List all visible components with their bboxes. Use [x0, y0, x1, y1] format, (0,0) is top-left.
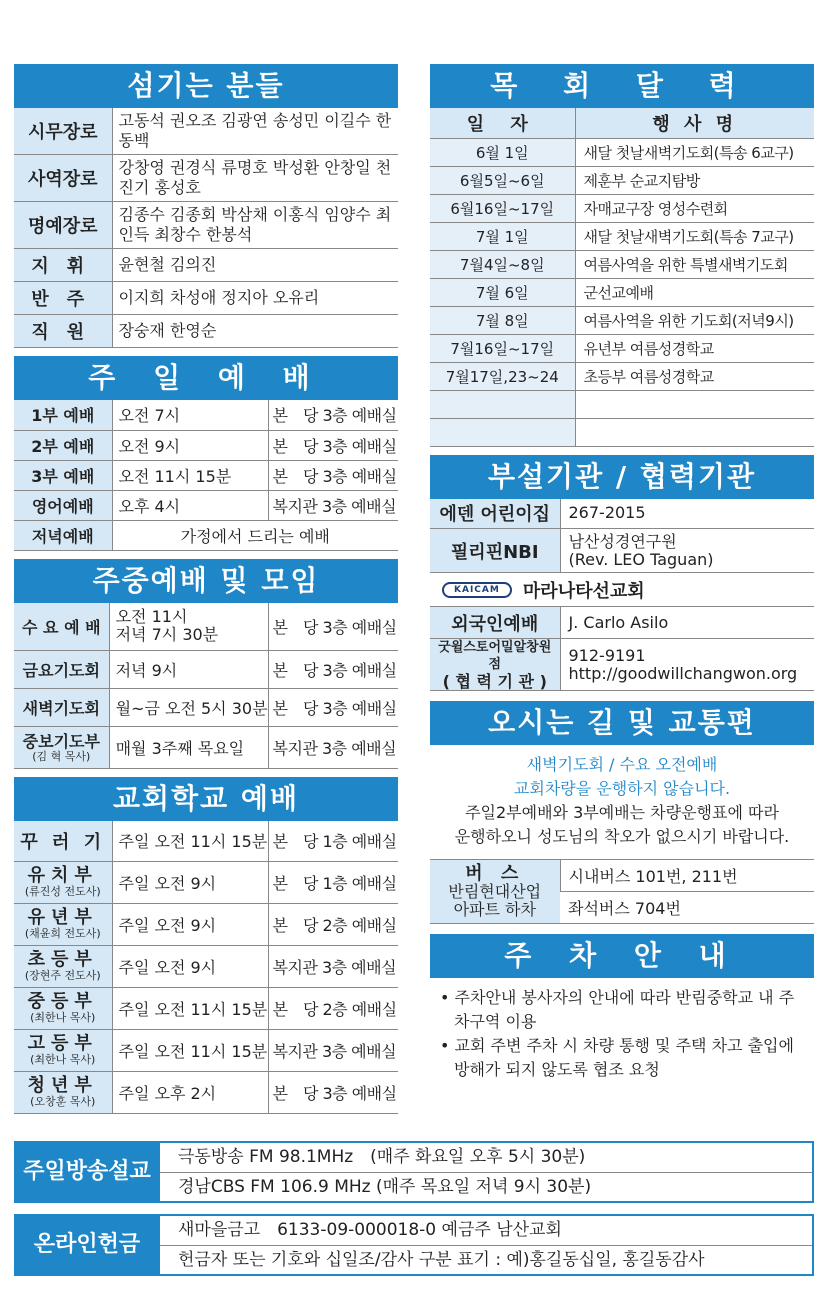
directions-note-line: 운행하오니 성도님의 착오가 없으시기 바랍니다.: [454, 827, 790, 846]
service-label-main: 유치부: [27, 865, 98, 886]
midweek-table: [14, 603, 398, 770]
table-header-row: [430, 108, 814, 138]
event-name: 군선교예배: [575, 278, 814, 306]
table-row: [14, 903, 398, 945]
table-row: [430, 639, 814, 691]
service-label: 꾸 러 기: [14, 821, 112, 861]
event-date: 7월17일,23~24: [430, 362, 575, 390]
kaicam-name: 마라나타선교회: [522, 580, 645, 602]
calendar-header: 목 회 달 력: [430, 64, 814, 108]
service-place: 본 당 1층 예배실: [268, 861, 398, 903]
broadcast-label: 주일방송설교: [14, 1141, 160, 1203]
service-time: [109, 603, 268, 651]
table-row: [14, 282, 398, 315]
service-label: 영어예배: [14, 490, 112, 520]
col-event-header: 행 사 명: [575, 108, 814, 138]
bus-label-main: 버 스: [465, 862, 525, 884]
servers-table: [14, 108, 398, 348]
inst-value: [560, 529, 814, 573]
table-row: [14, 490, 398, 520]
event-name: 자매교구장 영성수련회: [575, 194, 814, 222]
school-table: [14, 821, 398, 1114]
table-row: [430, 166, 814, 194]
event-name: [575, 390, 814, 418]
service-label: [14, 903, 112, 945]
event-name: 초등부 여름성경학교: [575, 362, 814, 390]
service-place: 본 당 3층 예배실: [268, 689, 398, 727]
table-row: [430, 334, 814, 362]
table-row: [14, 1071, 398, 1113]
table-row: [14, 987, 398, 1029]
left-column: [14, 64, 398, 1114]
inst-value-line: 남산성경연구원: [568, 531, 677, 551]
inst-url[interactable]: http://goodwillchangwon.org: [568, 663, 798, 683]
event-date: 7월 6일: [430, 278, 575, 306]
institutions-table: [430, 499, 814, 692]
service-label: 수 요 예 배: [14, 603, 109, 651]
inst-label-sub: ( 협 력 기 관 ): [442, 672, 547, 691]
servers-value: 김종수 김종회 박삼채 이홍식 임양수 최인득 최창수 한봉석: [112, 202, 398, 249]
service-place: 본 당 3층 예배실: [268, 1071, 398, 1113]
table-row: [14, 202, 398, 249]
event-name: 유년부 여름성경학교: [575, 334, 814, 362]
table-row: [14, 689, 398, 727]
event-date: 6월 1일: [430, 138, 575, 166]
table-row: [14, 603, 398, 651]
col-date-header: 일 자: [430, 108, 575, 138]
inst-value-line: (Rev. LEO Taguan): [568, 549, 714, 569]
sunday-header: 주 일 예 배: [14, 356, 398, 400]
servers-label: 시무장로: [14, 108, 112, 155]
service-time: 오후 4시: [112, 490, 268, 520]
table-row: [14, 249, 398, 282]
table-row: [430, 362, 814, 390]
event-date: 7월 8일: [430, 306, 575, 334]
table-row: [14, 460, 398, 490]
inst-value: [560, 639, 814, 691]
bus-label-sub: 반림현대산업: [448, 881, 542, 901]
table-row: [430, 306, 814, 334]
table-row: [430, 607, 814, 639]
event-name: 새달 첫날새벽기도회(특송 7교구): [575, 222, 814, 250]
table-row: [430, 499, 814, 529]
servers-value: 윤현철 김의진: [112, 249, 398, 282]
service-label-sub: (오창훈 목사): [30, 1095, 96, 1108]
directions-notice-line: 새벽기도회 / 수요 오전예배: [526, 755, 718, 774]
service-label-sub: (최한나 목사): [30, 1011, 96, 1024]
service-label: [14, 945, 112, 987]
event-name: [575, 418, 814, 446]
service-place: 본 당 1층 예배실: [268, 821, 398, 861]
table-row: [430, 860, 814, 892]
event-date: 6월16일~17일: [430, 194, 575, 222]
event-date: [430, 390, 575, 418]
table-row: [14, 400, 398, 430]
service-label: [14, 861, 112, 903]
service-time: 저녁 9시: [109, 651, 268, 689]
kaicam-logo: KAICAM: [442, 582, 512, 598]
servers-header: 섬기는 분들: [14, 64, 398, 108]
table-row: [14, 727, 398, 769]
service-time: 주일 오전 9시: [112, 861, 268, 903]
service-time-line: 저녁 7시 30분: [115, 625, 219, 645]
service-place: 복지관 3층 예배실: [268, 945, 398, 987]
parking-header: 주 차 안 내: [430, 934, 814, 978]
inst-value: J. Carlo Asilo: [560, 607, 814, 639]
event-date: [430, 418, 575, 446]
offering-box: [160, 1214, 814, 1276]
table-row: [430, 250, 814, 278]
service-label: 금요기도회: [14, 651, 109, 689]
directions-note: [430, 801, 814, 859]
service-label: [14, 727, 109, 769]
event-date: 7월16일~17일: [430, 334, 575, 362]
table-row: [14, 430, 398, 460]
service-label: [14, 987, 112, 1029]
table-row: [430, 573, 814, 607]
service-label: [14, 1029, 112, 1071]
offering-bar: [14, 1214, 814, 1276]
bus-label: [430, 860, 560, 924]
service-label-sub: (최한나 목사): [30, 1053, 96, 1066]
service-label-sub: (류진성 전도사): [24, 885, 101, 898]
service-label-main: 중보기도부: [22, 731, 100, 751]
bus-city: 시내버스 101번, 211번: [560, 860, 814, 892]
table-row: [14, 108, 398, 155]
table-row: [14, 651, 398, 689]
service-value: 가정에서 드리는 예배: [112, 520, 398, 550]
servers-value: 이지희 차성애 정지아 오유리: [112, 282, 398, 315]
service-place: 복지관 3층 예배실: [268, 727, 398, 769]
service-label-main: 유년부: [27, 907, 98, 928]
service-time: 주일 오전 11시 15분: [112, 987, 268, 1029]
service-label: [14, 1071, 112, 1113]
table-row: [14, 861, 398, 903]
service-label-main: 초등부: [27, 949, 98, 970]
calendar-table: [430, 108, 814, 447]
broadcast-line: 경남CBS FM 106.9 MHz (매주 목요일 저녁 9시 30분): [160, 1172, 812, 1201]
service-time-line: 오전 11시: [115, 607, 188, 627]
kaicam-row: [430, 573, 814, 607]
service-place: 복지관 3층 예배실: [268, 1029, 398, 1071]
broadcast-line: 극동방송 FM 98.1MHz (매주 화요일 오후 5시 30분): [178, 1147, 586, 1167]
inst-label-main: 굿윌스토어밀알창원점: [438, 640, 552, 672]
inst-label: 필리핀NBI: [430, 529, 560, 573]
service-label-main: 중등부: [27, 991, 98, 1012]
service-place: 본 당 3층 예배실: [268, 430, 398, 460]
service-time: 주일 오전 11시 15분: [112, 821, 268, 861]
directions-notice-line: 교회차량을 운행하지 않습니다.: [513, 779, 731, 798]
servers-value: 고동석 권오조 김광연 송성민 이길수 한동백: [112, 108, 398, 155]
service-label: 저녁예배: [14, 520, 112, 550]
servers-label: 반주: [14, 282, 112, 315]
service-time: 주일 오전 9시: [112, 945, 268, 987]
service-label: 3부 예배: [14, 460, 112, 490]
offering-line: 헌금자 또는 기호와 십일조/감사 구분 표기 : 예)홍길동십일, 홍길동감사: [160, 1245, 812, 1274]
directions-header: 오시는 길 및 교통편: [430, 701, 814, 745]
inst-phone: 912-9191: [568, 645, 646, 665]
broadcast-box: [160, 1141, 814, 1203]
list-item: • 교회 주변 주차 시 차량 통행 및 주택 차고 출입에 방해가 되지 않도록 협조 요청: [440, 1036, 794, 1079]
service-place: 본 당 2층 예배실: [268, 987, 398, 1029]
service-label-sub: (김 혁 목사): [32, 749, 91, 763]
parking-list: [430, 978, 814, 1082]
event-name: 제훈부 순교지탐방: [575, 166, 814, 194]
directions-notice: [430, 753, 814, 801]
inst-label: 외국인예배: [430, 607, 560, 639]
service-place: 본 당 3층 예배실: [268, 460, 398, 490]
service-time: 주일 오전 9시: [112, 903, 268, 945]
table-row: [14, 945, 398, 987]
service-time: 오전 9시: [112, 430, 268, 460]
directions-note-line: 주일2부예배와 3부예배는 차량운행표에 따라: [465, 803, 779, 822]
table-row: [430, 529, 814, 573]
table-row: [14, 520, 398, 550]
table-row: [14, 821, 398, 861]
service-time: 월~금 오전 5시 30분: [109, 689, 268, 727]
institutions-header: 부설기관 / 협력기관: [430, 455, 814, 499]
table-row: [430, 278, 814, 306]
service-place: 본 당 3층 예배실: [268, 400, 398, 430]
inst-label: [430, 639, 560, 691]
table-row: [14, 155, 398, 202]
table-row: [430, 222, 814, 250]
bus-table: [430, 859, 814, 924]
table-row: [430, 390, 814, 418]
inst-label: 에덴 어린이집: [430, 499, 560, 529]
service-place: 본 당 2층 예배실: [268, 903, 398, 945]
table-row: [430, 418, 814, 446]
event-date: 7월 1일: [430, 222, 575, 250]
servers-value: 강창영 권경식 류명호 박성환 안창일 천진기 홍성호: [112, 155, 398, 202]
service-label: 새벽기도회: [14, 689, 109, 727]
servers-label: 명예장로: [14, 202, 112, 249]
service-label: 1부 예배: [14, 400, 112, 430]
sunday-table: [14, 400, 398, 551]
event-name: 여름사역을 위한 기도회(저녁9시): [575, 306, 814, 334]
servers-label: 사역장로: [14, 155, 112, 202]
bus-seat: 좌석버스 704번: [560, 892, 814, 924]
servers-label: 직원: [14, 315, 112, 348]
service-time: 주일 오후 2시: [112, 1071, 268, 1113]
school-header: 교회학교 예배: [14, 777, 398, 821]
service-place: 본 당 3층 예배실: [268, 603, 398, 651]
servers-label: 지휘: [14, 249, 112, 282]
service-place: 복지관 3층 예배실: [268, 490, 398, 520]
service-time: 오전 11시 15분: [112, 460, 268, 490]
event-date: 6월5일~6일: [430, 166, 575, 194]
service-time: 주일 오전 11시 15분: [112, 1029, 268, 1071]
table-row: [430, 138, 814, 166]
event-name: 새달 첫날새벽기도회(특송 6교구): [575, 138, 814, 166]
servers-value: 장숭재 한영순: [112, 315, 398, 348]
table-row: [14, 1029, 398, 1071]
inst-value: 267-2015: [560, 499, 814, 529]
right-column: [430, 64, 814, 1082]
service-label-sub: (장현주 전도사): [24, 969, 101, 982]
service-label-main: 청년부: [27, 1075, 98, 1096]
service-label-sub: (채윤희 전도사): [24, 927, 101, 940]
midweek-header: 주중예배 및 모임: [14, 559, 398, 603]
table-row: [430, 194, 814, 222]
service-label: 2부 예배: [14, 430, 112, 460]
event-date: 7월4일~8일: [430, 250, 575, 278]
offering-label: 온라인헌금: [14, 1214, 160, 1276]
service-label-main: 고등부: [27, 1033, 98, 1054]
offering-line: 새마을금고 6133-09-000018-0 예금주 남산교회: [178, 1220, 562, 1240]
event-name: 여름사역을 위한 특별새벽기도회: [575, 250, 814, 278]
service-place: 본 당 3층 예배실: [268, 651, 398, 689]
service-time: 오전 7시: [112, 400, 268, 430]
bus-label-sub: 아파트 하차: [453, 899, 536, 919]
list-item: • 주차안내 봉사자의 안내에 따라 반림중학교 내 주차구역 이용: [440, 988, 795, 1031]
broadcast-bar: [14, 1141, 814, 1203]
table-row: [14, 315, 398, 348]
service-time: 매월 3주째 목요일: [109, 727, 268, 769]
